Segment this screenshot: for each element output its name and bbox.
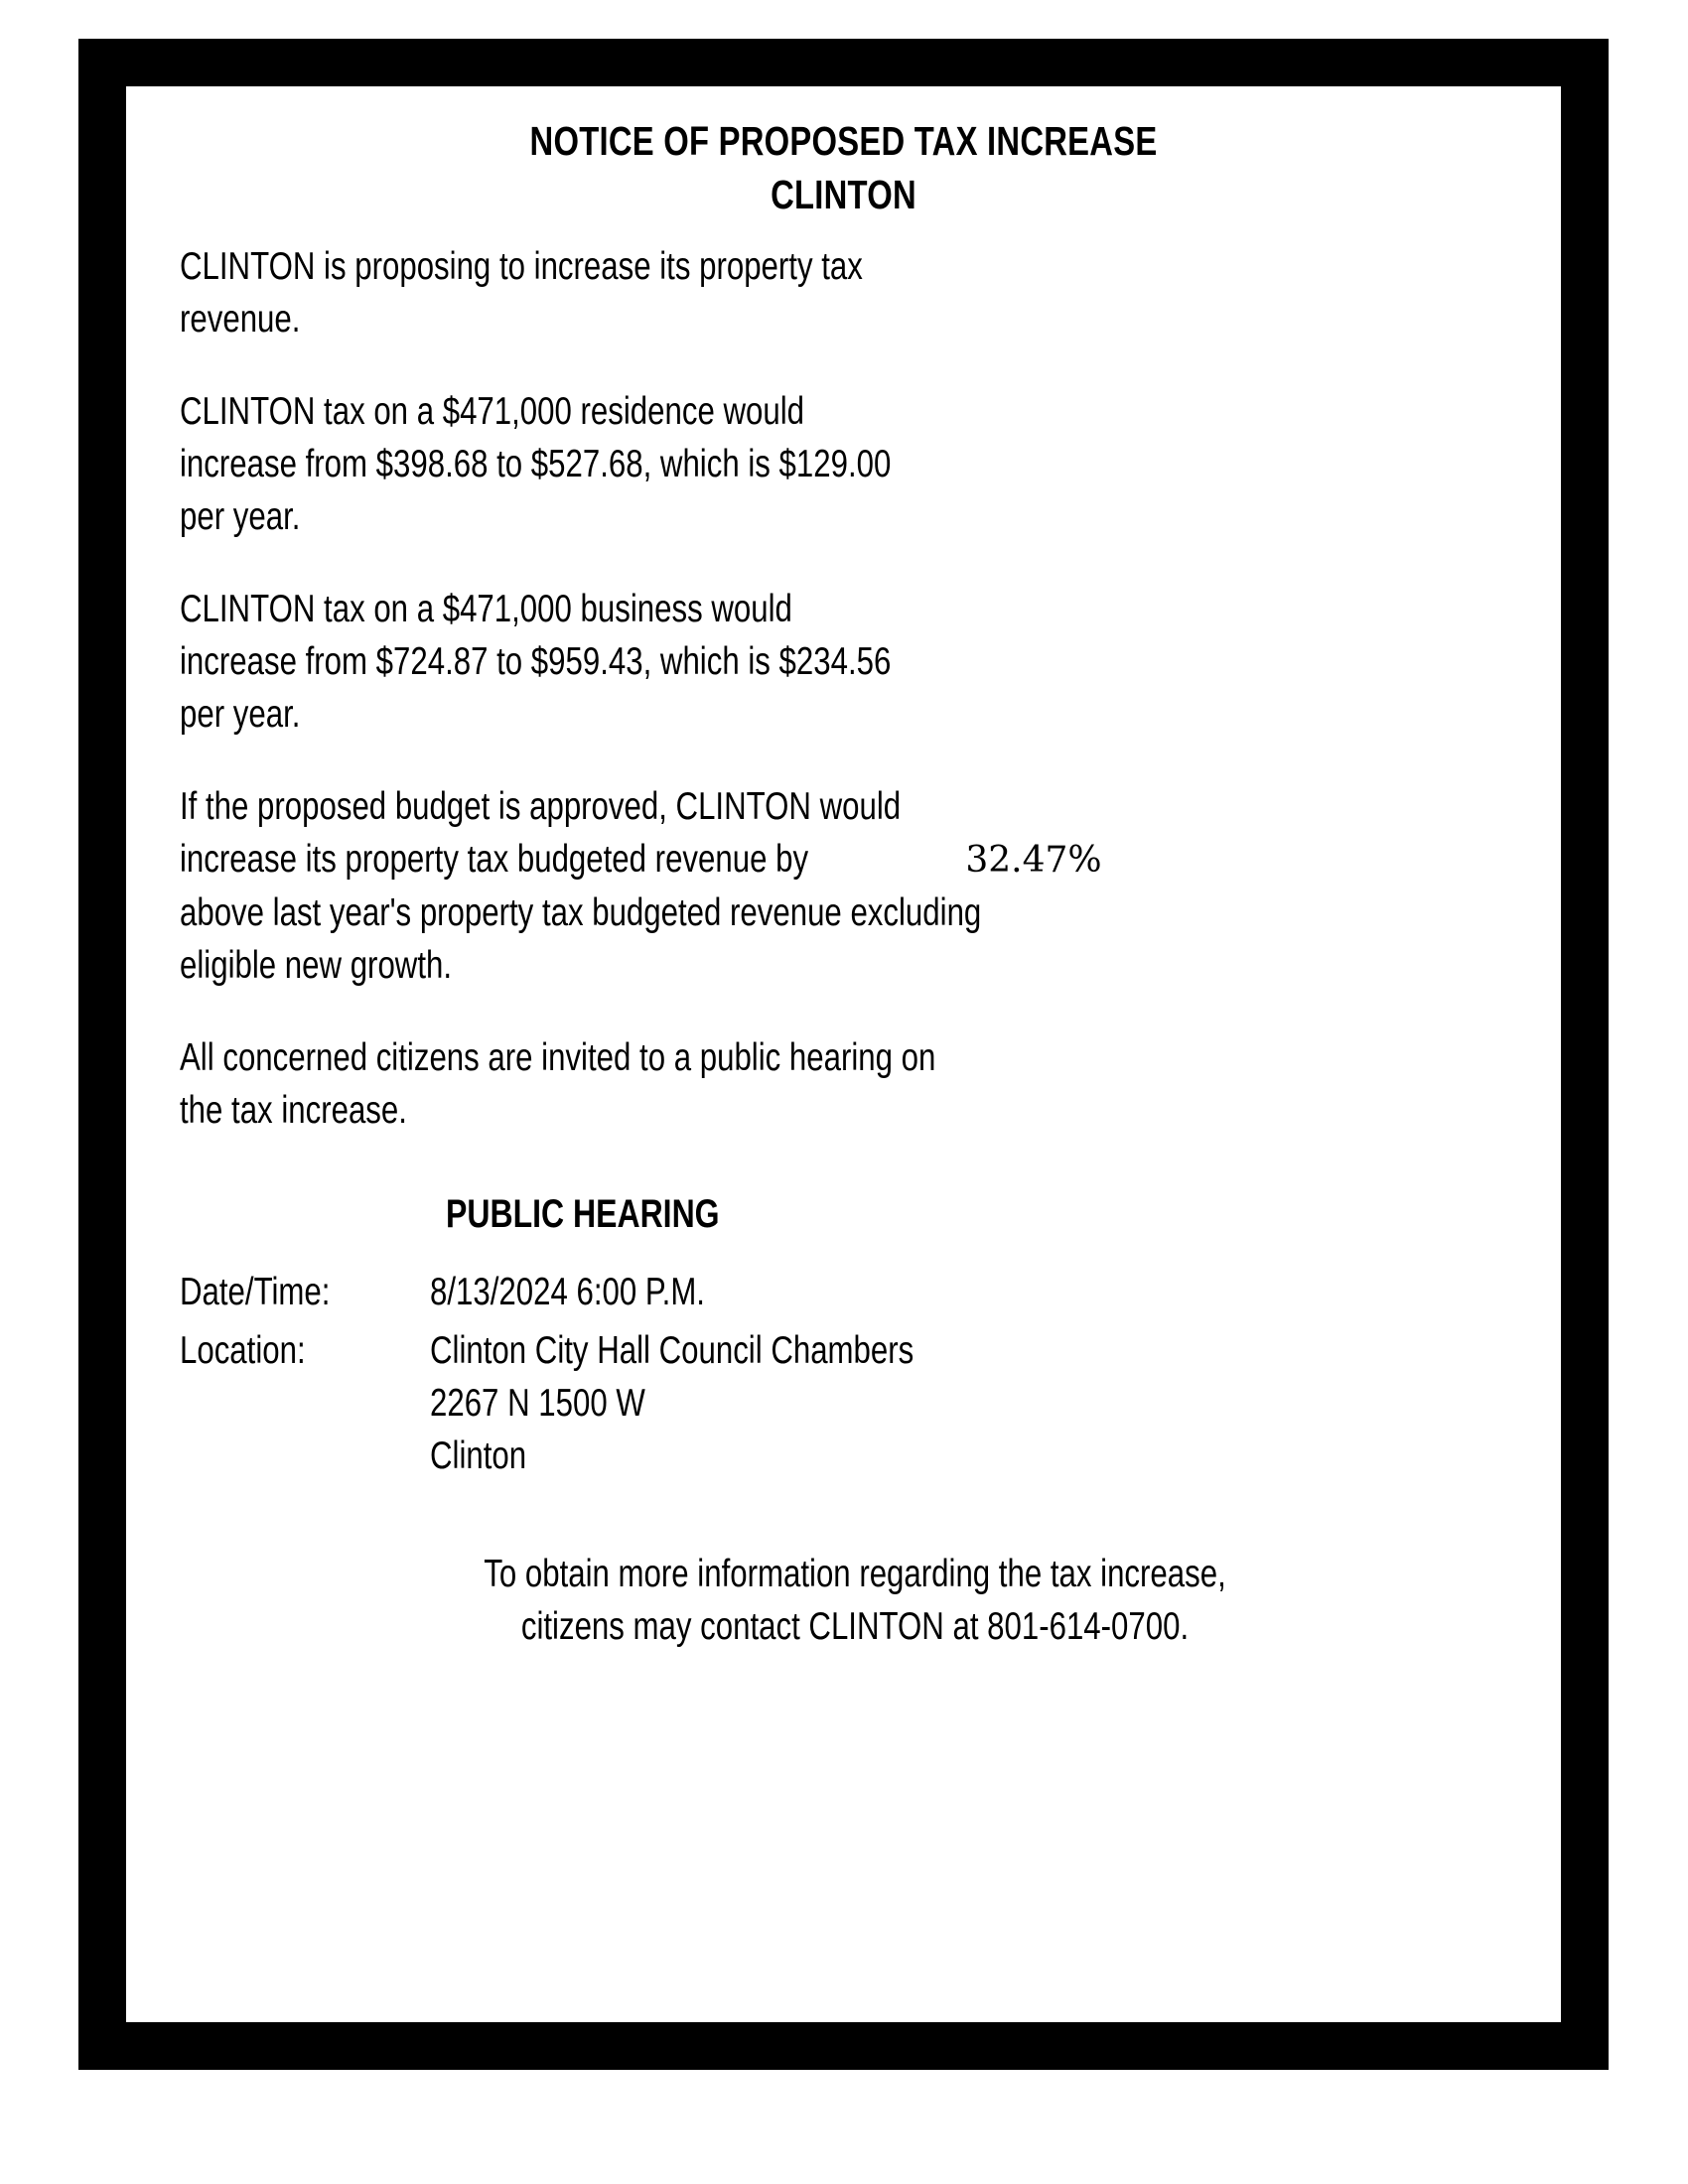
- title-line-1-text: NOTICE OF PROPOSED TAX INCREASE: [529, 118, 1158, 164]
- intro-line-1: CLINTON is proposing to increase its property tax: [180, 245, 863, 288]
- residence-line-1: CLINTON tax on a $471,000 residence would: [180, 390, 804, 433]
- budget-increase-percent: 32.47%: [965, 840, 1102, 881]
- budget-line-3: above last year's property tax budgeted revenue excluding: [180, 891, 982, 934]
- residence-line-2: increase from $398.68 to $527.68, which is $129.00: [180, 443, 892, 485]
- budget-line-4: eligible new growth.: [180, 944, 453, 987]
- budget-line-2: [180, 833, 1530, 887]
- notice-page: [126, 86, 1561, 2022]
- notice-body: [180, 240, 1530, 1653]
- invitation-line-2: the tax increase.: [180, 1089, 407, 1132]
- paragraph-residence-tax: [180, 385, 1530, 543]
- public-hearing-heading: [180, 1188, 1530, 1240]
- hearing-datetime-value: 8/13/2024 6:00 P.M.: [430, 1271, 705, 1313]
- hearing-location-value: [430, 1324, 1530, 1482]
- invitation-line-1: All concerned citizens are invited to a public hearing on: [180, 1036, 936, 1079]
- intro-line-2: revenue.: [180, 298, 301, 341]
- title-line-2-text: CLINTON: [771, 172, 916, 217]
- budget-line-2-prefix: increase its property tax budgeted revenue by: [180, 838, 809, 881]
- business-line-1: CLINTON tax on a $471,000 business would: [180, 588, 792, 630]
- paragraph-intro: [180, 240, 1530, 345]
- paragraph-invitation: [180, 1031, 1530, 1137]
- residence-line-3: per year.: [180, 495, 301, 538]
- paragraph-budget-increase: [180, 780, 1530, 992]
- public-hearing-heading-text: PUBLIC HEARING: [446, 1192, 720, 1236]
- business-line-3: per year.: [180, 693, 301, 736]
- hearing-location-row: [180, 1324, 1530, 1482]
- title-line-2: [126, 168, 1561, 221]
- footer-line-2: citizens may contact CLINTON at 801-614-0700.: [520, 1605, 1190, 1648]
- title-line-1: [126, 114, 1561, 168]
- paragraph-business-tax: [180, 583, 1530, 741]
- hearing-datetime-row: [180, 1266, 1530, 1318]
- notice-title: [126, 114, 1561, 221]
- business-line-2: increase from $724.87 to $959.43, which is $234.56: [180, 640, 892, 683]
- hearing-datetime-label: Date/Time:: [180, 1271, 331, 1313]
- contact-footer: [180, 1548, 1530, 1653]
- location-line-2: 2267 N 1500 W: [430, 1382, 645, 1425]
- hearing-location-label: Location:: [180, 1329, 306, 1372]
- budget-line-1: If the proposed budget is approved, CLINTON would: [180, 785, 902, 828]
- footer-line-1: To obtain more information regarding the tax increase,: [484, 1553, 1226, 1595]
- notice-border-frame: [78, 39, 1609, 2070]
- location-line-1: Clinton City Hall Council Chambers: [430, 1329, 914, 1372]
- location-line-3: Clinton: [430, 1434, 527, 1477]
